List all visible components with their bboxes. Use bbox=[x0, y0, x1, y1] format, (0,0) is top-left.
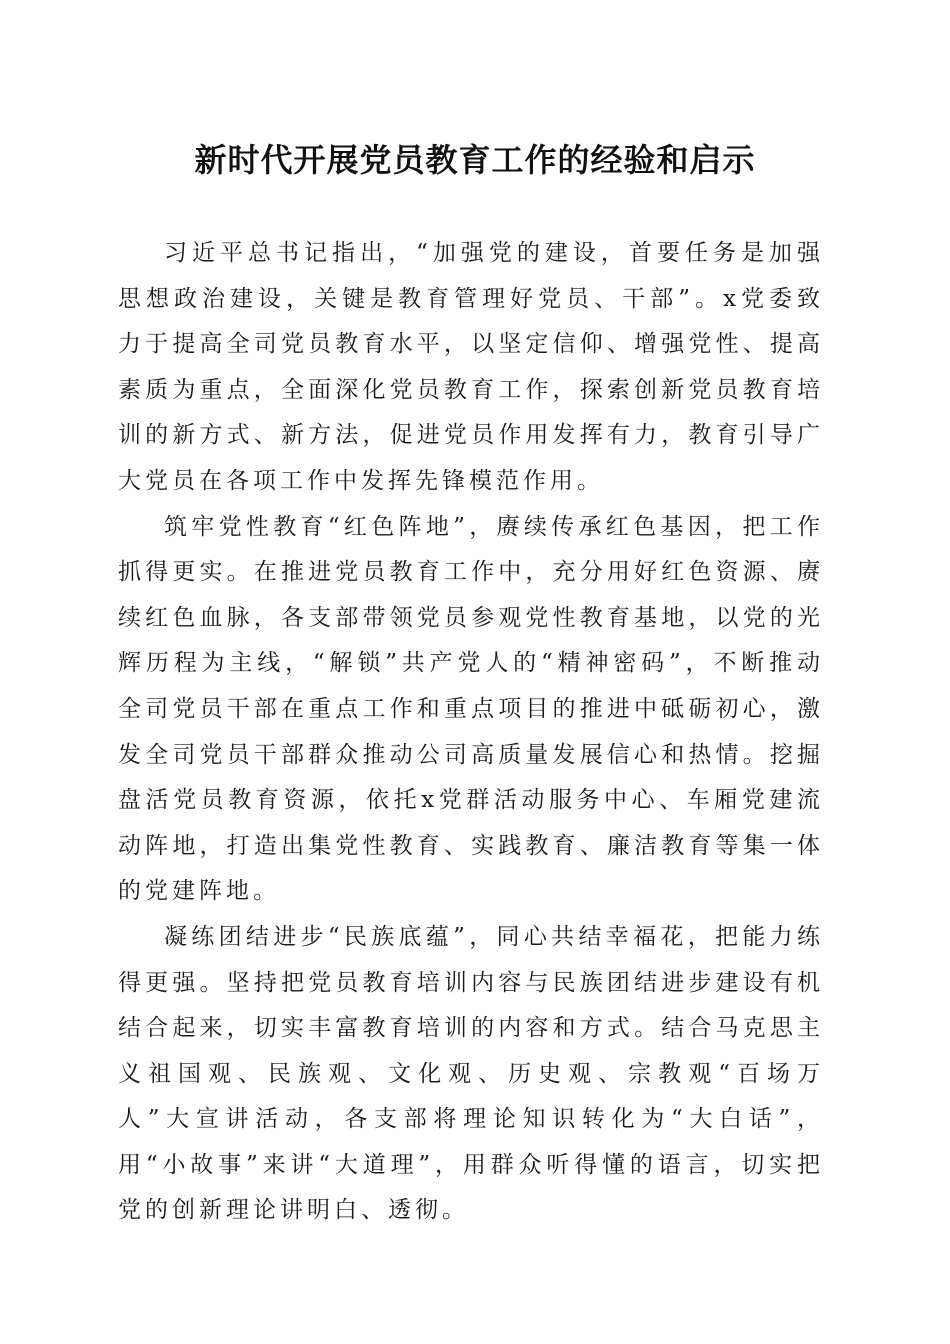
paragraph-red-position: 筑牢党性教育“红色阵地”，赓续传承红色基因，把工作抓得更实。在推进党员教育工作中，充分用好红色资源、赓续红色血脉，各支部带领党员参观党性教育基地，以党的光辉历程为主线，“解锁”共产党人的“精神密码”，不断推动全司党员干部在重点工作和重点项目的推进中砥砺初心，激发全司党员干部群众推动公司高质量发展信心和热情。挖掘盘活党员教育资源，依托x党群活动服务中心、车厢党建流动阵地，打造出集党性教育、实践教育、廉洁教育等集一体的党建阵地。 bbox=[118, 513, 824, 905]
paragraph-intro: 习近平总书记指出，“加强党的建设，首要任务是加强思想政治建设，关键是教育管理好党员、干部”。x党委致力于提高全司党员教育水平，以坚定信仰、增强党性、提高素质为重点，全面深化党员教育工作，探索创新党员教育培训的新方式、新方法，促进党员作用发挥有力，教育引导广大党员在各项工作中发挥先锋模范作用。 bbox=[118, 240, 824, 494]
paragraph-ethnic-unity: 凝练团结进步“民族底蕴”，同心共结幸福花，把能力练得更强。坚持把党员教育培训内容与民族团结进步建设有机结合起来，切实丰富教育培训的内容和方式。结合马克思主义祖国观、民族观、文化观、历史观、宗教观“百场万人”大宣讲活动，各支部将理论知识转化为“大白话”，用“小故事”来讲“大道理”，用群众听得懂的语言，切实把党的创新理论讲明白、透彻。 bbox=[118, 923, 824, 1224]
document-title: 新时代开展党员教育工作的经验和启示 bbox=[194, 141, 756, 179]
document-body bbox=[118, 231, 824, 1234]
